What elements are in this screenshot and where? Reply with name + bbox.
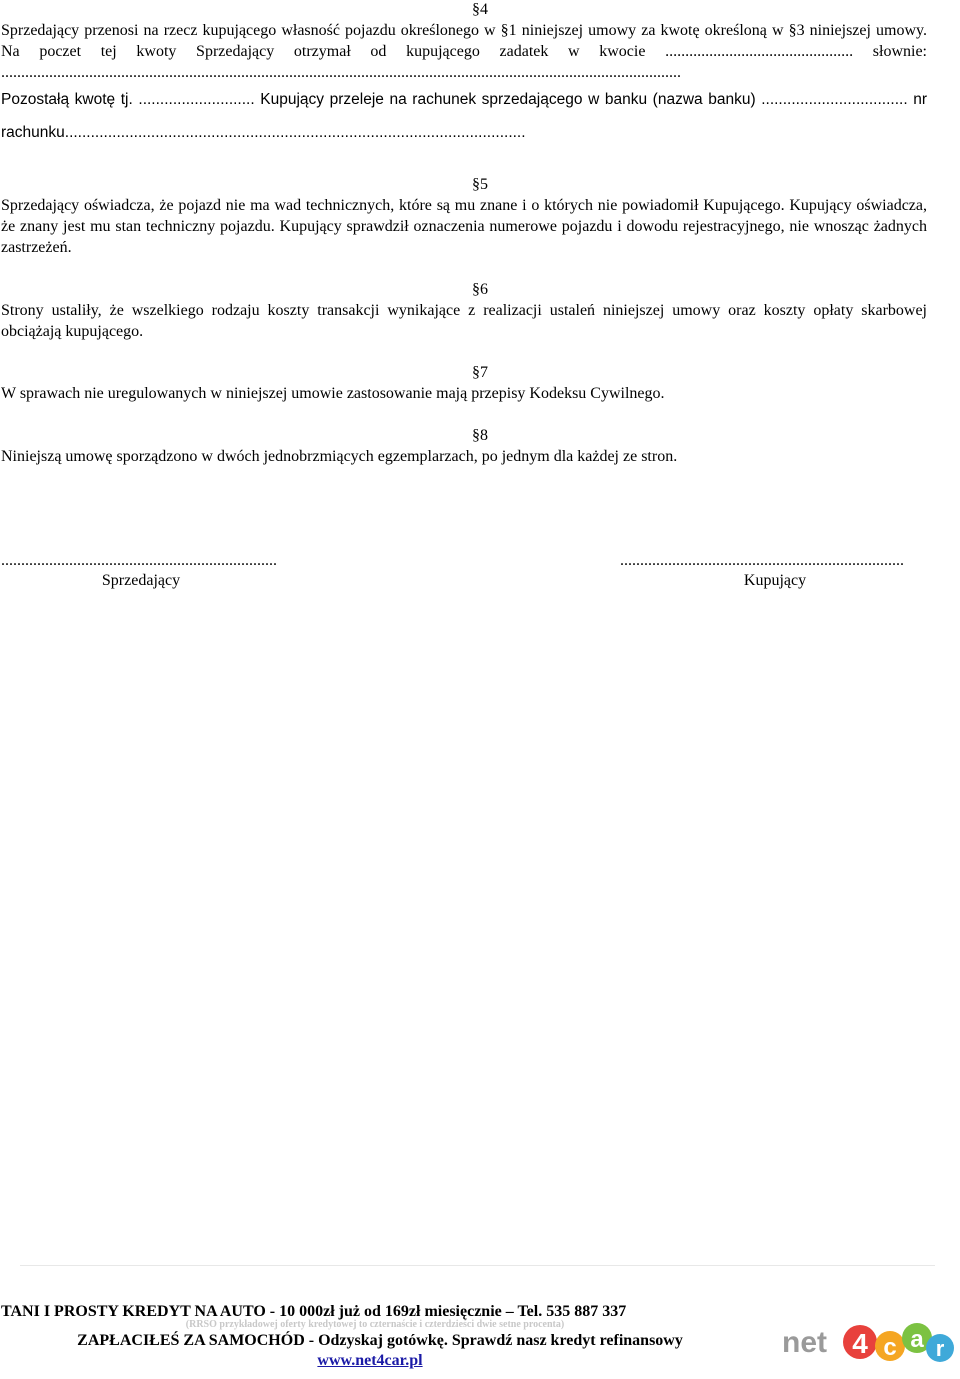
- section-mark-6: §6: [472, 281, 488, 298]
- section-mark-5: §5: [472, 176, 488, 193]
- buyer-signature: [620, 552, 930, 592]
- footer-website: [0, 1351, 740, 1371]
- logo-a-text: a: [910, 1326, 924, 1353]
- section-8: [0, 426, 960, 467]
- section-mark-7: §7: [472, 364, 488, 381]
- signature-row: [0, 552, 960, 592]
- seller-label: Sprzedający: [101, 572, 181, 589]
- logo-c-text: c: [883, 1334, 897, 1361]
- section-4-paragraph-1: Sprzedający przenosi na rzecz kupującego własność pojazdu określonego w §1 niniejszej umowy za kwotę określoną w §3 niniejszej umowy. Na poczet tej kwoty Sprzedający otrzymał od kupującego zadatek w kwocie ............................................... słownie: ..........................................................................................................................................................................: [1, 22, 927, 81]
- section-5: [0, 175, 960, 258]
- footer-credit-offer: TANI I PROSTY KREDYT NA AUTO - 10 000zł już od 169zł miesięcznie – Tel. 535 887 337: [1, 1303, 627, 1320]
- section-4-paragraph-2: Pozostałą kwotę tj. ........................... Kupujący przeleje na rachunek sprzedającego w banku (nazwa banku) .................................. nr rachunku...........................................................................................................: [1, 91, 927, 141]
- net4car-logo: [780, 1316, 956, 1368]
- section-mark-8: §8: [472, 427, 488, 444]
- section-4: [0, 0, 960, 149]
- section-5-paragraph-1: Sprzedający oświadcza, że pojazd nie ma wad technicznych, które są mu znane i o których nie powiadomił Kupującego. Kupujący oświadcza, że znany jest mu stan techniczny pojazdu. Kupujący sprawdził oznaczenia numerowe pojazdu i dowodu rejestracyjnego, nie wnosząc żadnych zastrzeżeń.: [1, 197, 927, 256]
- logo-net-text: net: [782, 1326, 827, 1359]
- logo-r-text: r: [935, 1336, 945, 1361]
- footer-divider: [20, 1265, 935, 1266]
- buyer-signature-line: .......................................................................: [620, 552, 904, 569]
- seller-signature: [1, 552, 321, 592]
- seller-signature-line: .....................................................................: [1, 552, 277, 569]
- section-8-paragraph-1: Niniejszą umowę sporządzono w dwóch jednobrzmiących egzemplarzach, po jednym dla każdej ze stron.: [1, 448, 678, 465]
- logo-4-text: 4: [852, 1328, 868, 1359]
- section-6: [0, 280, 960, 342]
- footer-ad: [0, 1302, 760, 1371]
- website-link[interactable]: www.net4car.pl: [317, 1352, 423, 1369]
- section-7: [0, 363, 960, 404]
- section-7-paragraph-1: W sprawach nie uregulowanych w niniejszej umowie zastosowanie mają przepisy Kodeksu Cywilnego.: [1, 385, 665, 402]
- footer-rrso-note: (RRSO przykładowej oferty kredytowej to czternaście i czterdzieści dwie setne procenta): [185, 1319, 565, 1330]
- section-6-paragraph-1: Strony ustaliły, że wszelkiego rodzaju koszty transakcji wynikające z realizacji ustaleń niniejszej umowy oraz koszty opłaty skarbowej obciążają kupującego.: [1, 302, 927, 340]
- footer-refinance-offer: ZAPŁACIŁEŚ ZA SAMOCHÓD - Odzyskaj gotówkę. Sprawdź nasz kredyt refinansowy: [77, 1332, 683, 1349]
- buyer-label: Kupujący: [743, 572, 807, 589]
- section-mark-4: §4: [472, 1, 488, 18]
